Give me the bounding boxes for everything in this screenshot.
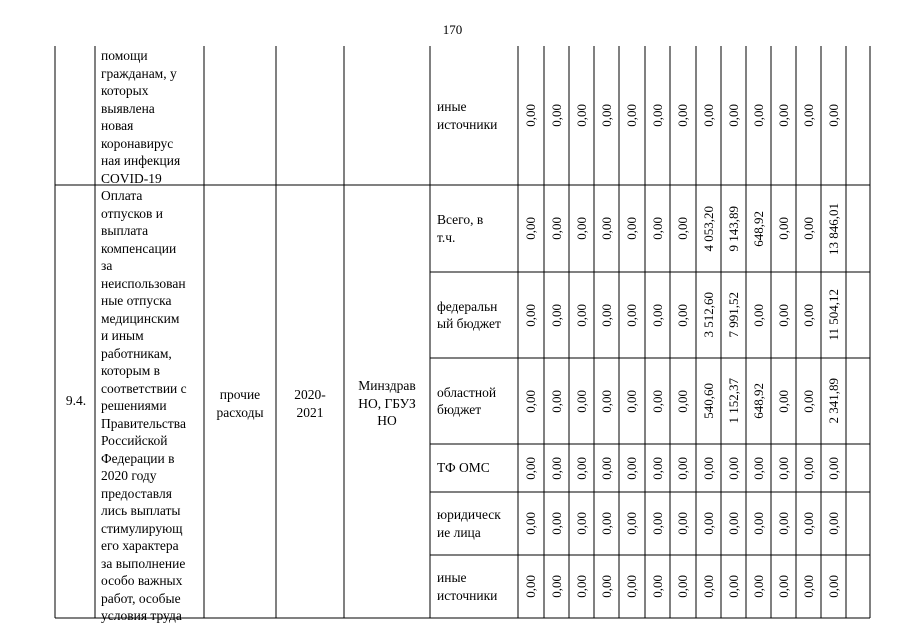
value-text: 0,00 xyxy=(775,575,791,598)
value-text: 0,00 xyxy=(700,575,716,598)
value-cell xyxy=(570,492,594,555)
value-text: 0,00 xyxy=(725,575,741,598)
value-cell xyxy=(519,444,543,492)
source-cell: иные источники xyxy=(437,99,498,132)
value-cell xyxy=(722,358,746,444)
value-cell xyxy=(822,444,846,492)
value-cell xyxy=(722,185,746,272)
value-text: 0,00 xyxy=(649,389,665,413)
value-cell xyxy=(595,444,619,492)
value-text: 0,00 xyxy=(674,389,690,413)
value-text: 0,00 xyxy=(598,575,614,598)
value-text: 0,00 xyxy=(825,575,841,598)
value-cell xyxy=(671,492,695,555)
value-cell xyxy=(822,555,846,618)
value-text: 0,00 xyxy=(800,104,816,127)
value-text: 0,00 xyxy=(548,303,564,327)
value-text: 0,00 xyxy=(674,456,690,480)
value-cell xyxy=(620,492,644,555)
value-text: 0,00 xyxy=(700,512,716,535)
value-text: 0,00 xyxy=(623,303,639,327)
source-cell: юридическ ие лица xyxy=(437,507,501,540)
value-cell xyxy=(570,444,594,492)
value-text: 0,00 xyxy=(573,456,589,480)
source-cell: областной бюджет xyxy=(437,384,497,417)
value-text: 0,00 xyxy=(800,217,816,240)
value-text: 7 991,52 xyxy=(725,292,741,338)
value-cell xyxy=(519,272,543,358)
value-text: 0,00 xyxy=(598,303,614,327)
value-text: 0,00 xyxy=(775,104,791,127)
value-text: 0,00 xyxy=(800,512,816,535)
value-cell xyxy=(646,272,670,358)
expense-type-cell: прочие расходы xyxy=(216,387,264,420)
value-cell xyxy=(519,46,543,185)
value-cell xyxy=(772,444,796,492)
value-cell xyxy=(545,555,569,618)
value-cell xyxy=(595,358,619,444)
value-cell xyxy=(697,272,721,358)
value-cell xyxy=(646,46,670,185)
value-cell xyxy=(772,492,796,555)
value-text: 0,00 xyxy=(750,104,766,127)
value-text: 0,00 xyxy=(674,303,690,327)
value-cell xyxy=(822,272,846,358)
value-text: 0,00 xyxy=(573,575,589,598)
value-cell xyxy=(570,185,594,272)
value-cell xyxy=(747,358,771,444)
value-text: 0,00 xyxy=(700,104,716,127)
value-cell xyxy=(646,358,670,444)
value-text: 0,00 xyxy=(825,512,841,535)
value-cell xyxy=(722,46,746,185)
value-text: 0,00 xyxy=(522,217,538,240)
value-cell xyxy=(595,492,619,555)
description-cell: помощи гражданам, у которых выявлена новая коронавирус ная инфекция COVID-19 xyxy=(101,48,181,186)
value-text: 0,00 xyxy=(522,575,538,598)
value-text: 0,00 xyxy=(775,456,791,480)
value-cell xyxy=(646,185,670,272)
value-text: 648,92 xyxy=(750,210,766,247)
value-text: 0,00 xyxy=(775,217,791,240)
value-text: 4 053,20 xyxy=(700,205,716,252)
value-text: 0,00 xyxy=(623,389,639,413)
value-text: 0,00 xyxy=(522,303,538,327)
value-text: 0,00 xyxy=(674,104,690,127)
value-cell xyxy=(697,492,721,555)
value-cell xyxy=(646,444,670,492)
row-number: 9.4. xyxy=(65,393,87,408)
value-text: 0,00 xyxy=(800,575,816,598)
value-text: 0,00 xyxy=(598,389,614,413)
value-text: 0,00 xyxy=(598,217,614,240)
value-cell xyxy=(697,358,721,444)
value-cell xyxy=(570,46,594,185)
value-text: 0,00 xyxy=(573,104,589,127)
value-text: 0,00 xyxy=(573,217,589,240)
value-text: 0,00 xyxy=(649,456,665,480)
value-text: 0,00 xyxy=(548,575,564,598)
value-cell xyxy=(595,185,619,272)
value-cell xyxy=(545,358,569,444)
value-cell xyxy=(747,444,771,492)
value-text: 0,00 xyxy=(674,217,690,240)
value-text: 0,00 xyxy=(674,512,690,535)
value-text: 0,00 xyxy=(623,512,639,535)
value-cell xyxy=(671,358,695,444)
value-cell xyxy=(697,46,721,185)
value-cell xyxy=(646,555,670,618)
value-text: 540,60 xyxy=(700,383,716,419)
value-cell xyxy=(772,555,796,618)
value-cell xyxy=(722,272,746,358)
value-text: 0,00 xyxy=(750,575,766,598)
value-cell xyxy=(595,46,619,185)
value-text: 0,00 xyxy=(623,217,639,240)
value-text: 0,00 xyxy=(750,512,766,535)
value-cell xyxy=(747,555,771,618)
value-cell xyxy=(620,555,644,618)
value-text: 1 152,37 xyxy=(725,378,741,424)
value-text: 0,00 xyxy=(522,512,538,535)
value-text: 0,00 xyxy=(800,303,816,327)
value-text: 648,92 xyxy=(750,383,766,419)
source-cell: Всего, в т.ч. xyxy=(437,212,484,245)
source-cell: ТФ ОМС xyxy=(437,460,490,476)
value-text: 3 512,60 xyxy=(700,292,716,338)
value-cell xyxy=(646,492,670,555)
value-text: 0,00 xyxy=(623,575,639,598)
value-cell xyxy=(747,272,771,358)
value-cell xyxy=(671,185,695,272)
value-text: 0,00 xyxy=(598,456,614,480)
value-text: 0,00 xyxy=(522,456,538,480)
value-text: 0,00 xyxy=(825,104,841,127)
source-cell: иные источники xyxy=(437,570,498,603)
value-cell xyxy=(671,272,695,358)
value-text: 11 504,12 xyxy=(825,289,841,341)
value-cell xyxy=(519,358,543,444)
value-cell xyxy=(697,444,721,492)
value-cell xyxy=(822,358,846,444)
value-cell xyxy=(545,46,569,185)
value-text: 0,00 xyxy=(623,456,639,480)
value-text: 0,00 xyxy=(548,217,564,240)
value-text: 0,00 xyxy=(750,303,766,327)
value-cell xyxy=(697,555,721,618)
value-cell xyxy=(570,358,594,444)
value-cell xyxy=(747,492,771,555)
value-text: 0,00 xyxy=(649,104,665,127)
value-cell xyxy=(545,444,569,492)
value-cell xyxy=(519,555,543,618)
value-cell xyxy=(797,185,821,272)
value-text: 0,00 xyxy=(649,512,665,535)
value-text: 9 143,89 xyxy=(725,205,741,252)
value-text: 0,00 xyxy=(725,104,741,127)
value-cell xyxy=(595,272,619,358)
value-cell xyxy=(797,492,821,555)
value-cell xyxy=(697,185,721,272)
value-text: 0,00 xyxy=(649,303,665,327)
value-cell xyxy=(671,555,695,618)
value-text: 0,00 xyxy=(725,512,741,535)
value-text: 0,00 xyxy=(725,456,741,480)
value-cell xyxy=(570,555,594,618)
value-cell xyxy=(671,444,695,492)
value-cell xyxy=(772,358,796,444)
value-text: 0,00 xyxy=(700,456,716,480)
value-cell xyxy=(545,272,569,358)
value-cell xyxy=(545,185,569,272)
period-cell: 2020- 2021 xyxy=(294,387,326,420)
value-text: 0,00 xyxy=(598,512,614,535)
value-text: 0,00 xyxy=(573,512,589,535)
value-cell xyxy=(797,46,821,185)
value-text: 0,00 xyxy=(548,512,564,535)
source-cell: федеральн ый бюджет xyxy=(437,298,501,331)
value-text: 0,00 xyxy=(800,456,816,480)
value-text: 0,00 xyxy=(522,104,538,127)
value-text: 0,00 xyxy=(649,217,665,240)
value-cell xyxy=(797,272,821,358)
value-text: 0,00 xyxy=(825,456,841,480)
value-text: 0,00 xyxy=(623,104,639,127)
value-cell xyxy=(772,185,796,272)
value-cell xyxy=(797,358,821,444)
value-cell xyxy=(822,492,846,555)
page-number: 170 xyxy=(442,22,463,37)
value-cell xyxy=(519,492,543,555)
value-cell xyxy=(822,185,846,272)
value-cell xyxy=(570,272,594,358)
value-cell xyxy=(747,185,771,272)
value-cell xyxy=(620,444,644,492)
value-cell xyxy=(747,46,771,185)
value-cell xyxy=(519,185,543,272)
value-cell xyxy=(595,555,619,618)
value-text: 0,00 xyxy=(548,389,564,413)
value-text: 0,00 xyxy=(775,389,791,413)
value-text: 0,00 xyxy=(649,575,665,598)
value-text: 0,00 xyxy=(750,456,766,480)
value-cell xyxy=(822,46,846,185)
value-cell xyxy=(545,492,569,555)
value-text: 0,00 xyxy=(573,389,589,413)
value-cell xyxy=(797,444,821,492)
executor-cell: Минздрав НО, ГБУЗ НО xyxy=(358,378,416,428)
value-cell xyxy=(772,272,796,358)
value-text: 2 341,89 xyxy=(825,378,841,424)
value-cell xyxy=(722,492,746,555)
value-cell xyxy=(797,555,821,618)
value-cell xyxy=(722,444,746,492)
value-text: 0,00 xyxy=(775,512,791,535)
value-cell xyxy=(772,46,796,185)
description-cell: Оплата отпусков и выплата компенсации за неиспользован ные отпуска медицинским и иным работникам, которым в соответствии с решениями Правительства Российской Федерации в 2020 году предоставля лись выплаты стимулирующ его характера за выполнение особо важных работ, особые условия труда xyxy=(101,188,187,623)
value-text: 0,00 xyxy=(775,303,791,327)
value-text: 0,00 xyxy=(598,104,614,127)
value-cell xyxy=(722,555,746,618)
value-cell xyxy=(620,272,644,358)
value-text: 0,00 xyxy=(522,389,538,413)
value-cell xyxy=(620,185,644,272)
value-text: 0,00 xyxy=(548,456,564,480)
value-cell xyxy=(620,46,644,185)
value-text: 13 846,01 xyxy=(825,202,841,255)
value-text: 0,00 xyxy=(800,389,816,413)
value-text: 0,00 xyxy=(548,104,564,127)
value-cell xyxy=(671,46,695,185)
value-text: 0,00 xyxy=(573,303,589,327)
value-text: 0,00 xyxy=(674,575,690,598)
value-cell xyxy=(620,358,644,444)
